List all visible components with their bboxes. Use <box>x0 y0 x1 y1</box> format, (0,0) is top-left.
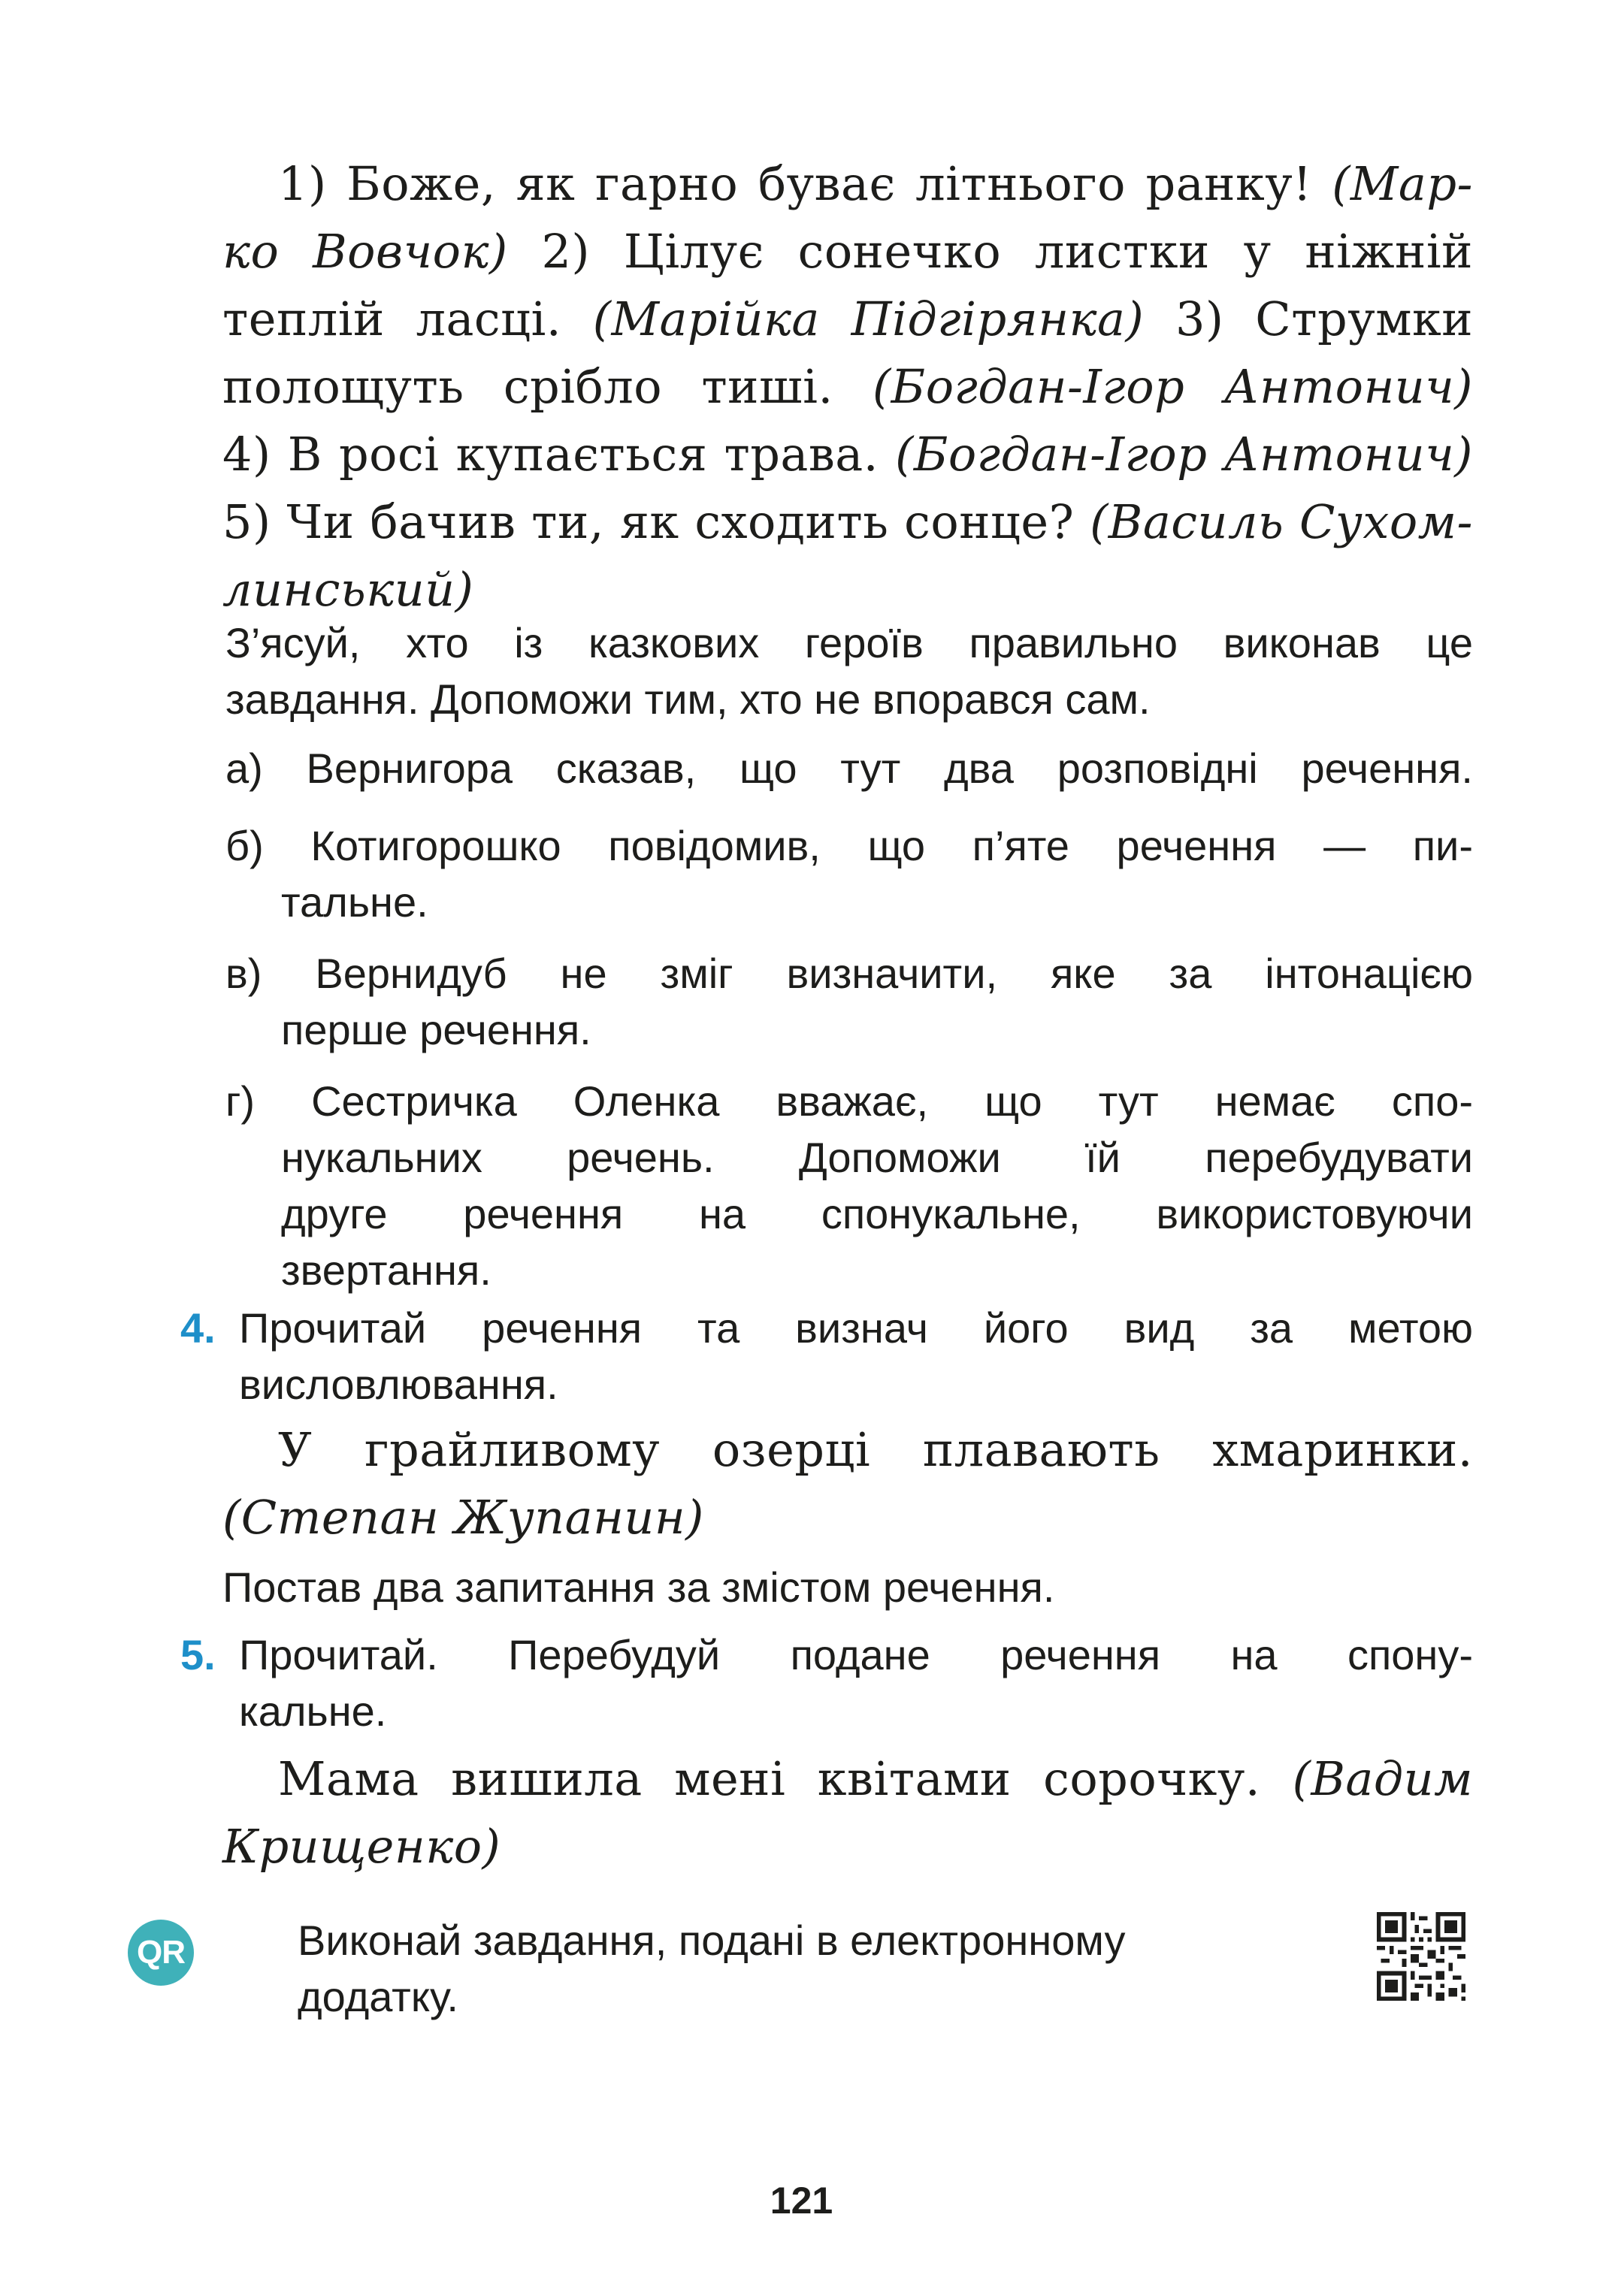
task4-followup <box>222 1559 1470 1615</box>
task3-item-line: перше речення. <box>281 1006 591 1053</box>
task3-intro-line: З’ясуй, хто із казкових героїв правильно виконав це <box>225 619 1473 666</box>
qr-section-line: додатку. <box>298 1973 458 2020</box>
task4-line <box>222 1484 1473 1551</box>
author-attribution: (Вадим <box>1292 1751 1473 1806</box>
author-attribution: (Богдан-Ігор Антонич) <box>895 427 1473 482</box>
task5-line <box>222 1745 1473 1813</box>
task5-quote <box>222 1745 1473 1881</box>
quotes-line <box>222 285 1473 353</box>
task3-item-a <box>225 740 1473 796</box>
task3-item-line: нукальних речень. Допоможи їй перебудувати <box>281 1134 1473 1181</box>
author-attribution: (Василь Сухом- <box>1090 494 1473 549</box>
author-attribution: (Степан Жупанин) <box>222 1490 704 1545</box>
task3-item-b <box>225 817 1473 930</box>
author-attribution: Крищенко) <box>222 1819 501 1874</box>
quotes-line <box>222 421 1473 488</box>
quote-text: 4) В росі купається трава. <box>222 427 896 482</box>
task4-line <box>222 1416 1473 1484</box>
quotes-line <box>222 218 1473 285</box>
quote-text: теплій ласці. <box>222 292 593 346</box>
task5-number: 5. <box>180 1631 216 1678</box>
quote-text: 3) Струмки <box>1144 292 1474 346</box>
task4-number: 4. <box>180 1304 216 1352</box>
task4-quote <box>222 1416 1473 1551</box>
qr-code-icon[interactable] <box>1377 1912 1465 2001</box>
qr-section-line: Виконай завдання, подані в електронному <box>298 1917 1126 1964</box>
quote-text: 2) Цілує сонечко листки у ніжній <box>507 224 1473 279</box>
task5-line <box>222 1813 1473 1881</box>
quote-text: Мама вишила мені квітами сорочку. <box>278 1751 1293 1806</box>
task5-line: Прочитай. Перебудуй подане речення на спону- <box>239 1631 1473 1678</box>
task4-line: Прочитай речення та визнач його вид за метою <box>239 1304 1473 1352</box>
quote-text: полощуть срібло тиші. <box>222 359 873 414</box>
task3-item-line: г) Сестричка Оленка вважає, що тут немає спо- <box>225 1077 1473 1125</box>
task3-item-line: в) Вернидуб не зміг визначити, яке за інтонацією <box>225 950 1473 997</box>
page-number: 121 <box>770 2180 833 2222</box>
quote-text: 5) Чи бачив ти, як сходить сонце? <box>222 494 1090 549</box>
task4-text <box>239 1300 1473 1412</box>
quotes-line <box>222 150 1473 218</box>
author-attribution: (Мар- <box>1332 156 1473 211</box>
author-attribution: линський) <box>222 562 474 617</box>
author-attribution: (Богдан-Ігор Антонич) <box>872 359 1473 414</box>
author-attribution: (Марійка Підгірянка) <box>592 292 1145 346</box>
task3-item-c <box>225 945 1473 1058</box>
author-attribution: ко Вовчок) <box>222 224 508 279</box>
task3-item-line: тальне. <box>281 878 428 926</box>
qr-badge-icon[interactable] <box>128 1920 194 1986</box>
quotes-line <box>222 488 1473 556</box>
qr-section-text <box>298 1912 1350 2025</box>
task3-item-line: а) Вернигора сказав, що тут два розповідні речення. <box>225 745 1473 792</box>
task5-text <box>239 1627 1473 1739</box>
task4-followup-line: Постав два запитання за змістом речення. <box>222 1563 1055 1611</box>
quotes-line <box>222 556 1473 624</box>
task3-item-d <box>225 1073 1473 1298</box>
quotes-block <box>222 150 1473 624</box>
qr-badge-label: QR <box>137 1934 185 1971</box>
task4-line: висловлювання. <box>239 1361 558 1408</box>
quotes-line <box>222 353 1473 421</box>
task3-intro <box>225 615 1473 727</box>
task3-intro-line: завдання. Допоможи тим, хто не впорався сам. <box>225 675 1151 723</box>
task3-item-line: друге речення на спонукальне, використовуючи <box>281 1190 1473 1237</box>
quote-text: 1) Боже, як гарно буває літнього ранку! <box>278 156 1332 211</box>
task3-item-line: б) Котигорошко повідомив, що п’яте речення — пи- <box>225 822 1473 869</box>
task3-item-line: звертання. <box>281 1246 491 1294</box>
task5-line: кальне. <box>239 1687 387 1735</box>
quote-text: У грайливому озерці плавають хмаринки. <box>278 1422 1473 1477</box>
